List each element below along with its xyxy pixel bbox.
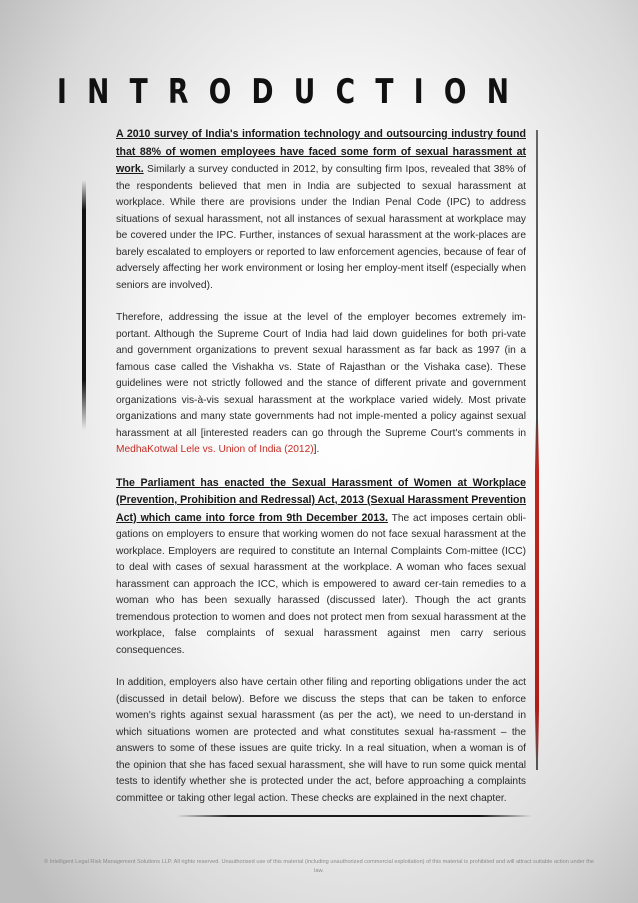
paragraph-3 — [116, 475, 526, 660]
body-text — [116, 126, 526, 823]
paragraph-text: The act imposes certain obli-gations on employers to ensure that working women do not face sexual harassment at the workplace. Employers are required to constitute an Internal Complaints Com-mittee (ICC) to deal with cases of sexual harassment at the workplace. A woman who faces sexual harassment can approach the ICC, which is empowered to award cer-tain remedies to a woman who has been sexually harassed (discussed later). Though the act grants tremendous protection to women and does not protect men from sexual harassment at the workplace, false complaints of sexual harassment against men carry serious consequences. — [116, 512, 526, 656]
paragraph-text: In addition, employers also have certain other filing and reporting obligations under the act (discussed in detail below). Before we discuss the steps that can be taken to enforce women's rights against sexual harassment (as per the act), we need to un-derstand in which situations women are protected and what constitutes sexual ha-rassment – the answers to some of these issues are quite tricky. In a real situation, when a woman is of the opinion that she has faced sexual harassment, she will have to run some quick mental tests to identify whether she is protected under the act, before approaching a complaints committee or taking other legal action. These checks are explained in the next chapter. — [116, 677, 526, 804]
left-decorative-bar — [82, 180, 86, 430]
highlight-statement: A 2010 survey of India's information technology and outsourcing industry found that 88% of women employees have faced some form of sexual harassment at work. — [116, 128, 526, 175]
paragraph-4 — [116, 675, 526, 807]
paragraph-text: Similarly a survey conducted in 2012, by consulting firm Ipos, revealed that 38% of the respondents believed that men in India are subjected to sexual harassment at workplace. While there are provisions under the Indian Penal Code (IPC) to address situations of sexual harassment, not all instances of sexual harassment at workplace may be covered under the IPC. Further, instances of sexual harassment at the work-places are barely escalated to employers or reported to law enforcement agencies, because of fear of adversely affecting her work environment or losing her employ-ment itself (especially when seniors are involved). — [116, 164, 526, 291]
highlight-statement: The Parliament has enacted the Sexual Harassment of Women at Workplace (Prevention, Prohibition and Redressal) Act, 2013 (Sexual Harassment Prevention Act) which came into force from 9th December 2013. — [116, 476, 526, 524]
paragraph-text: Therefore, addressing the issue at the level of the employer becomes extremely im-portant. Although the Supreme Court of India had laid down guidelines for both pri-vate and government organizations to prevent sexual harassment as far back as 1997 (in a famous case called the Vishakha vs. State of Rajasthan or the Vishaka case). These guidelines were not strictly followed and the stance of different private and government organizations vis-à-vis sexual harassment at the workplace varied widely. Most private organizations and many state governments had not imple-mented a policy against sexual harassment at all [interested readers can go through the Supreme Court's comments in — [116, 312, 526, 439]
page-title: INTRODUCTION — [57, 72, 530, 112]
paragraph-1 — [116, 126, 526, 294]
copyright-footer: © Intelligent Legal Risk Management Solutions LLP. All rights reserved. Unauthorised use of this material (including unauthorized commercial exploitation) of this material is prohibited and will attract suitable action under the law. — [43, 859, 594, 874]
red-accent-bar — [535, 420, 539, 760]
paragraph-text-end: ]. — [313, 444, 320, 455]
paragraph-2 — [116, 310, 526, 459]
bottom-divider — [176, 815, 532, 817]
case-reference-link[interactable]: MedhaKotwal Lele vs. Union of India (2012) — [116, 444, 314, 455]
